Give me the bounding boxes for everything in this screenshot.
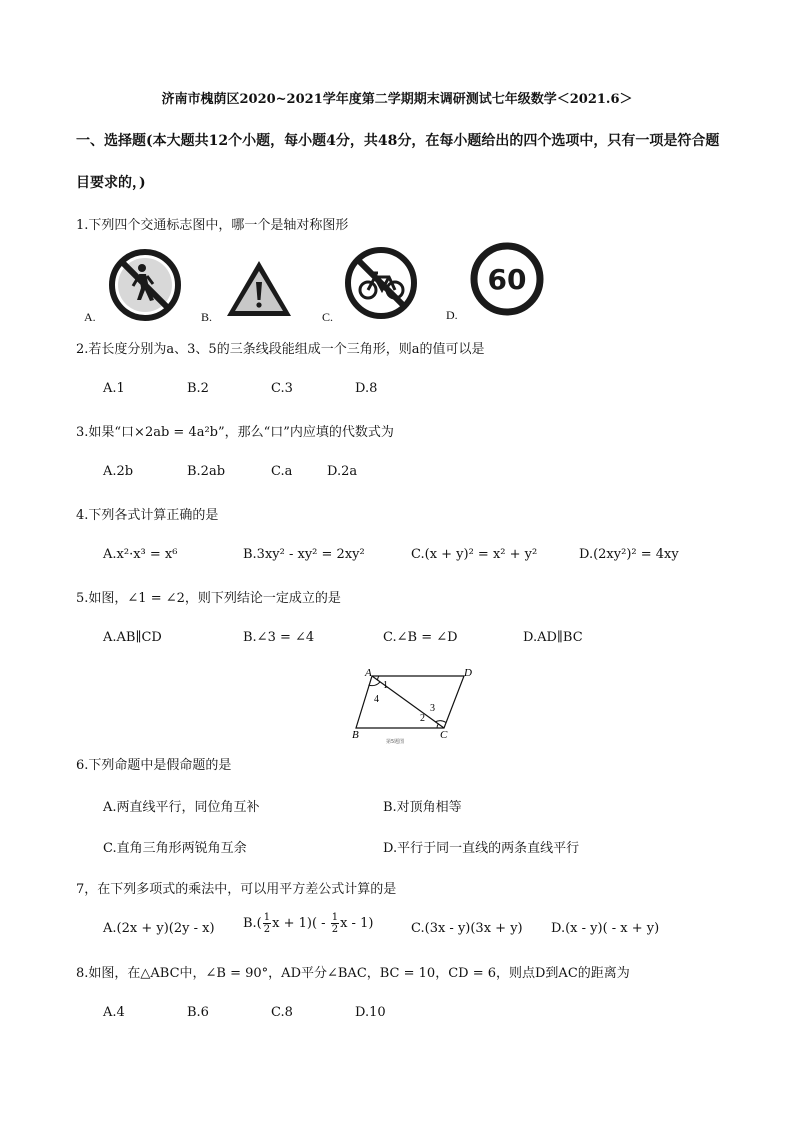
q6-option-b: B.对顶角相等 — [383, 800, 462, 815]
q7-option-a: A.(2x + y)(2y - x) — [103, 921, 215, 936]
q8-option-a: A.4 — [103, 1005, 125, 1020]
q5-option-d: D.AD∥BC — [523, 630, 583, 645]
q1-option-b-label: B. — [201, 310, 213, 324]
point-a-label: A — [365, 667, 372, 679]
q1-option-d-label: D. — [446, 308, 458, 322]
q5-option-b: B.∠3 = ∠4 — [243, 630, 315, 645]
angle-3-label: 3 — [430, 703, 435, 714]
warning-triangle-sign-icon — [224, 258, 294, 320]
q6-option-a: A.两直线平行，同位角互补 — [103, 800, 260, 815]
q3-option-b: B.2ab — [187, 464, 226, 479]
q1-option-c-label: C. — [322, 310, 334, 324]
q2-option-d: D.8 — [355, 381, 378, 396]
q7-option-d: D.(x - y)( - x + y) — [551, 921, 660, 936]
q3-option-c: C.a — [271, 464, 293, 479]
q5-option-c: C.∠B = ∠D — [383, 630, 458, 645]
q8-option-b: B.6 — [187, 1005, 209, 1020]
question-6-stem: 6.下列命题中是假命题的是 — [76, 758, 232, 773]
point-b-label: B — [352, 729, 359, 741]
page-title: 济南市槐荫区2020~2021学年度第二学期期末调研测试七年级数学＜2021.6＞ — [161, 92, 633, 107]
q4-option-b: B.3xy² - xy² = 2xy² — [243, 547, 365, 562]
q8-option-c: C.8 — [271, 1005, 293, 1020]
q8-option-d: D.10 — [355, 1005, 386, 1020]
q5-parallelogram-figure — [340, 664, 480, 744]
fraction-half-1: $\frac{1}{2}$ — [263, 912, 271, 935]
q5-option-a: A.AB∥CD — [103, 630, 162, 645]
q3-option-d: D.2a — [327, 464, 358, 479]
q4-option-a: A.x²·x³ = x⁶ — [103, 547, 178, 562]
q2-option-a: A.1 — [103, 381, 125, 396]
q2-option-c: C.3 — [271, 381, 293, 396]
figure-caption: 第5题图 — [386, 739, 405, 744]
q4-option-d: D.(2xy²)² = 4xy — [579, 547, 679, 562]
no-bicycle-sign-icon — [344, 246, 418, 320]
question-3-stem: 3.如果“口×2ab = 4a²b”，那么“口”内应填的代数式为 — [76, 425, 394, 440]
q4-option-c: C.(x + y)² = x² + y² — [411, 547, 538, 562]
question-2-stem: 2.若长度分别为a、3、5的三条线段能组成一个三角形，则a的值可以是 — [76, 342, 485, 357]
angle-2-label: 2 — [420, 713, 425, 724]
q1-option-a-label: A. — [84, 310, 96, 324]
angle-4-label: 4 — [374, 694, 379, 705]
q6-option-c: C.直角三角形两锐角互余 — [103, 841, 247, 856]
section-header-line1: 一、选择题(本大题共12个小题，每小题4分，共48分，在每小题给出的四个选项中，只有一项是符合题 — [76, 133, 720, 149]
q3-option-a: A.2b — [103, 464, 134, 479]
q7-option-b: B.( $\frac{1}{2}$ x + 1)( - $\frac{1}{2}$ x - 1) — [243, 912, 374, 935]
angle-1-label: 1 — [383, 680, 388, 691]
question-5-stem: 5.如图，∠1 = ∠2，则下列结论一定成立的是 — [76, 591, 341, 606]
question-1-stem: 1.下列四个交通标志图中，哪一个是轴对称图形 — [76, 218, 349, 233]
question-8-stem: 8.如图，在△ABC中，∠B = 90°，AD平分∠BAC，BC = 10，CD = 6，则点D到AC的距离为 — [76, 966, 630, 981]
no-pedestrian-sign-icon — [108, 248, 182, 322]
point-c-label: C — [440, 729, 448, 741]
q2-option-b: B.2 — [187, 381, 209, 396]
question-7-stem: 7，在下列多项式的乘法中，可以用平方差公式计算的是 — [76, 882, 397, 897]
point-d-label: D — [464, 667, 472, 679]
fraction-half-2: $\frac{1}{2}$ — [331, 912, 339, 935]
q7-option-c: C.(3x - y)(3x + y) — [411, 921, 523, 936]
section-header-line2: 目要求的，) — [76, 175, 146, 191]
q6-option-d: D.平行于同一直线的两条直线平行 — [383, 841, 580, 856]
speed-limit-value: 60 — [487, 263, 527, 296]
speed-limit-60-sign-icon — [470, 242, 544, 316]
question-4-stem: 4.下列各式计算正确的是 — [76, 508, 219, 523]
